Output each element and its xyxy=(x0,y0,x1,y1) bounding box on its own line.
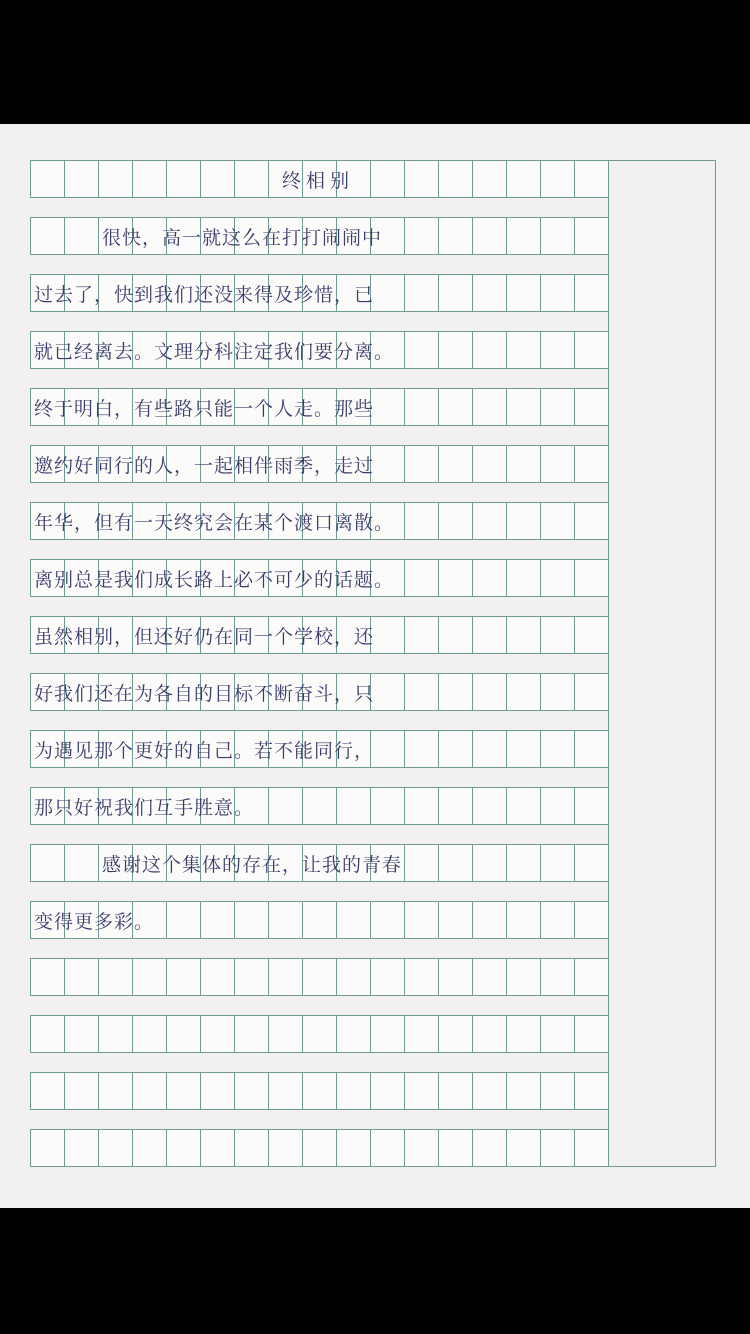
essay-line-text: 终于明白，有些路只能一个人走。那些 xyxy=(34,397,375,420)
grid-cell xyxy=(438,1072,473,1110)
essay-title-row xyxy=(30,160,606,198)
grid-cell xyxy=(268,1129,303,1167)
essay-line-text: 虽然相别，但还好仍在同一个学校，还 xyxy=(34,625,375,648)
essay-line xyxy=(30,844,606,882)
essay-line xyxy=(30,331,606,369)
grid-cell xyxy=(64,1015,99,1053)
grid-cell xyxy=(336,1129,371,1167)
grid-cell xyxy=(336,958,371,996)
grid-cell xyxy=(132,958,167,996)
grid-cell xyxy=(404,1129,439,1167)
grid-cell xyxy=(574,1015,609,1053)
grid-cell xyxy=(336,1072,371,1110)
essay-line xyxy=(30,616,606,654)
grid-cell xyxy=(234,1129,269,1167)
grid-cell xyxy=(64,1072,99,1110)
grid-cell xyxy=(302,1072,337,1110)
grid-cell xyxy=(268,1015,303,1053)
essay-line xyxy=(30,673,606,711)
grid-cell xyxy=(404,1015,439,1053)
grid-cell xyxy=(200,1072,235,1110)
grid-cell xyxy=(506,958,541,996)
grid-cell xyxy=(30,1129,65,1167)
grid-cell xyxy=(302,958,337,996)
grid-cell xyxy=(506,1015,541,1053)
grid-cell xyxy=(472,1015,507,1053)
grid-cell xyxy=(506,1129,541,1167)
grid-cell xyxy=(438,1015,473,1053)
grid-cell xyxy=(540,1015,575,1053)
grid-cell xyxy=(404,958,439,996)
grid-cell xyxy=(132,1129,167,1167)
right-margin-column xyxy=(608,160,716,1167)
grid-cell xyxy=(302,1015,337,1053)
essay-line-text: 为遇见那个更好的自己。若不能同行， xyxy=(34,739,375,762)
essay-line-text: 离别总是我们成长路上必不可少的话题。 xyxy=(34,568,395,591)
grid-cell xyxy=(200,958,235,996)
essay-line-text: 变得更多彩。 xyxy=(34,910,155,933)
grid-cell xyxy=(540,1072,575,1110)
grid-cell xyxy=(234,958,269,996)
grid-cell xyxy=(166,1129,201,1167)
grid-cell xyxy=(98,1129,133,1167)
grid-cell xyxy=(370,1072,405,1110)
grid-cell xyxy=(506,1072,541,1110)
scanned-page-photo xyxy=(0,124,750,1208)
essay-line xyxy=(30,787,606,825)
grid-cell xyxy=(574,958,609,996)
grid-cell xyxy=(370,1129,405,1167)
grid-cell xyxy=(268,1072,303,1110)
grid-cell xyxy=(64,958,99,996)
grid-cell xyxy=(472,1072,507,1110)
grid-cell xyxy=(336,1015,371,1053)
grid-cell xyxy=(166,1015,201,1053)
essay-line-text: 很快，高一就这么在打打闹闹中 xyxy=(102,226,383,249)
grid-cell xyxy=(370,958,405,996)
grid-cell xyxy=(574,1129,609,1167)
essay-line-text: 就已经离去。文理分科注定我们要分离。 xyxy=(34,340,395,363)
grid-cell xyxy=(132,1015,167,1053)
grid-cell xyxy=(472,1129,507,1167)
essay-line-text: 感谢这个集体的存在，让我的青春 xyxy=(102,853,403,876)
grid-cell xyxy=(268,958,303,996)
grid-cell xyxy=(574,1072,609,1110)
essay-line xyxy=(30,445,606,483)
grid-cell xyxy=(64,1129,99,1167)
grid-cell xyxy=(540,958,575,996)
essay-line xyxy=(30,217,606,255)
grid-cell xyxy=(30,1072,65,1110)
grid-cell xyxy=(472,958,507,996)
grid-cell xyxy=(98,1015,133,1053)
essay-line xyxy=(30,274,606,312)
grid-cell xyxy=(302,1129,337,1167)
grid-cell xyxy=(166,1072,201,1110)
grid-cell xyxy=(234,1015,269,1053)
essay-line-text: 好我们还在为各自的目标不断奋斗，只 xyxy=(34,682,375,705)
grid-cell xyxy=(30,958,65,996)
grid-cell xyxy=(438,958,473,996)
grid-cell xyxy=(200,1015,235,1053)
grid-cell xyxy=(30,1015,65,1053)
grid-cell xyxy=(132,1072,167,1110)
essay-line xyxy=(30,901,606,939)
grid-cell xyxy=(166,958,201,996)
grid-cell xyxy=(200,1129,235,1167)
essay-line-text: 过去了，快到我们还没来得及珍惜，已 xyxy=(34,283,375,306)
grid-cell xyxy=(438,1129,473,1167)
essay-line xyxy=(30,730,606,768)
essay-line-text: 邀约好同行的人，一起相伴雨季，走过 xyxy=(34,454,375,477)
grid-cell xyxy=(98,1072,133,1110)
essay-grid-sheet xyxy=(30,160,716,1180)
grid-cell xyxy=(98,958,133,996)
grid-cell xyxy=(234,1072,269,1110)
grid-cell xyxy=(370,1015,405,1053)
essay-line xyxy=(30,388,606,426)
grid-cell xyxy=(404,1072,439,1110)
essay-line-text: 那只好祝我们互手胜意。 xyxy=(34,796,255,819)
essay-line xyxy=(30,559,606,597)
grid-cell xyxy=(540,1129,575,1167)
essay-line xyxy=(30,502,606,540)
essay-title: 终相别 xyxy=(281,169,354,192)
essay-line-text: 年华，但有一天终究会在某个渡口离散。 xyxy=(34,511,395,534)
